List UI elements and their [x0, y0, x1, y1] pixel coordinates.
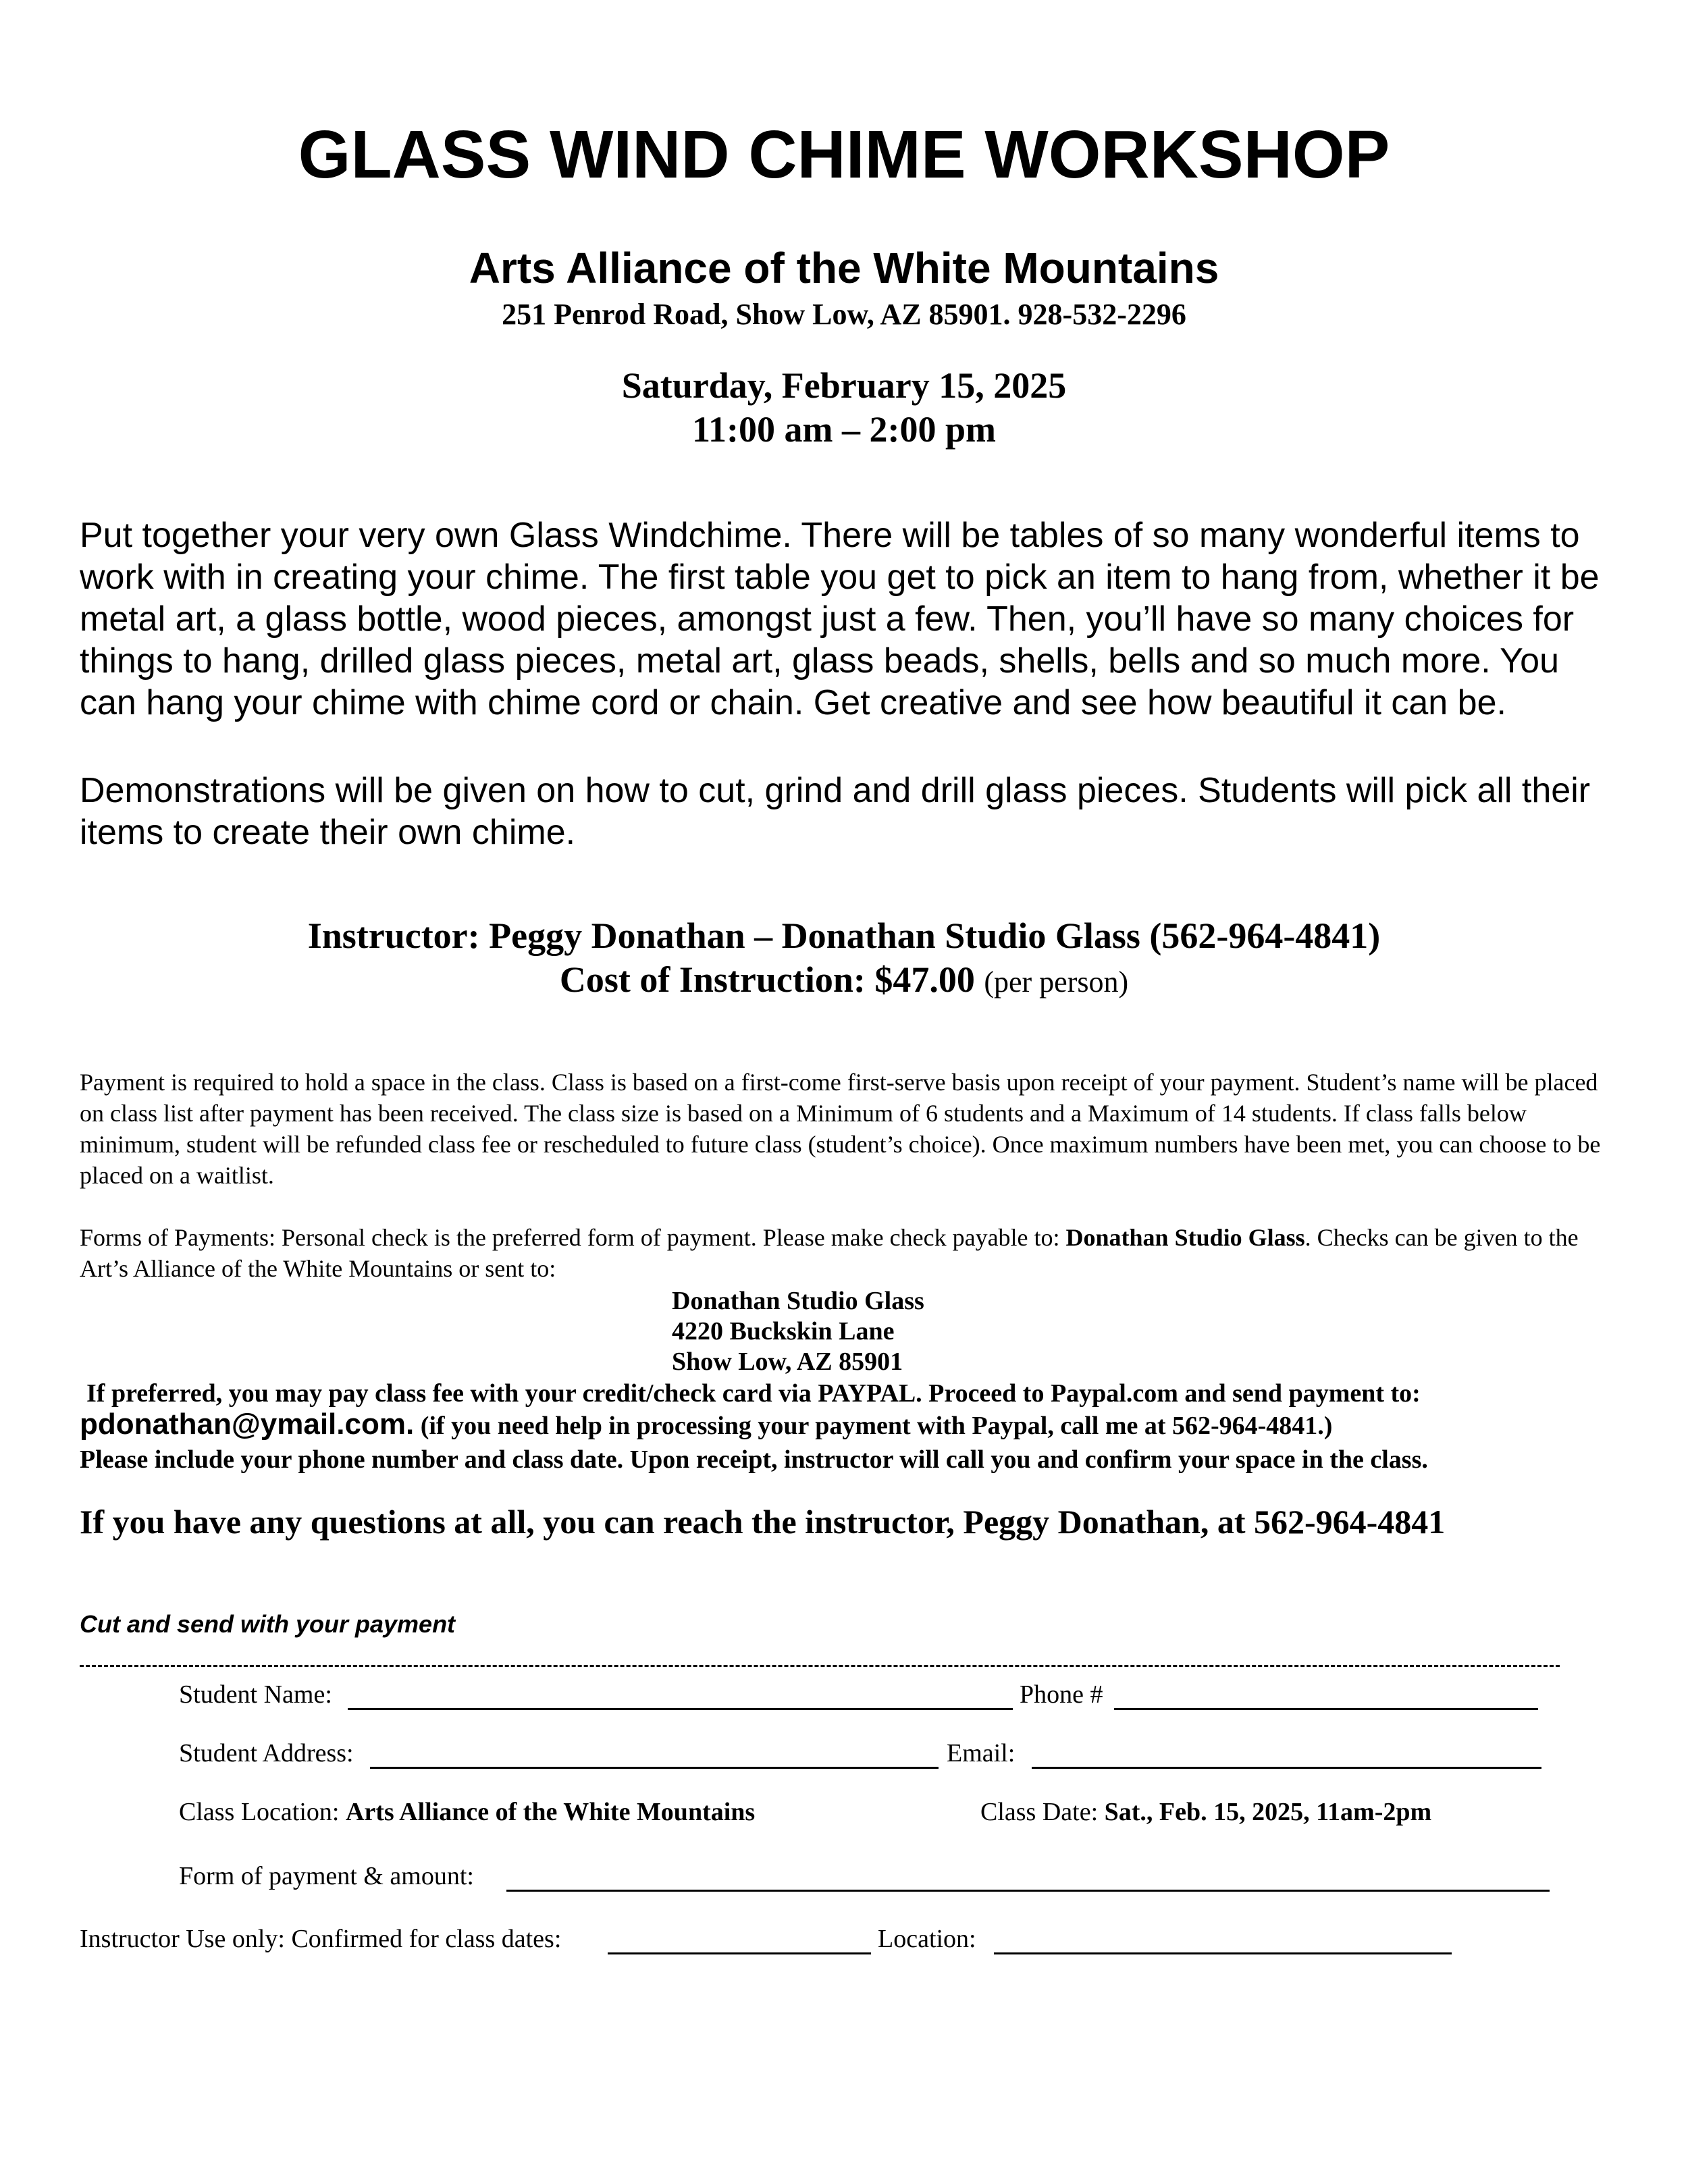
payment-amount-label: Form of payment & amount: — [179, 1862, 474, 1890]
email-field[interactable] — [1032, 1767, 1541, 1769]
cut-label: Cut and send with your payment — [80, 1610, 456, 1638]
cost-label: Cost of Instruction: $47.00 — [559, 959, 975, 1000]
student-address-field[interactable] — [370, 1767, 939, 1769]
cost-line — [0, 959, 1688, 1001]
cut-divider — [80, 1665, 1560, 1667]
page-title: GLASS WIND CHIME WORKSHOP — [298, 117, 1390, 192]
payment-policy-paragraph: Payment is required to hold a space in the class. Class is based on a first-come first-serve basis upon receipt of your payment. Student’s name will be placed on class list after payment has been received. The class size is based on a Minimum of 6 students and a Maximum of 14 students. If class falls below minimum, student will be refunded class fee or rescheduled to future class (student’s choice). Once maximum numbers have been met, you can choose to be placed on a waitlist. — [80, 1069, 1601, 1189]
event-date: Saturday, February 15, 2025 — [621, 365, 1067, 406]
student-address-label: Student Address: — [179, 1739, 354, 1767]
payment-amount-field[interactable] — [506, 1890, 1550, 1892]
paypal-instructions: If preferred, you may pay class fee with your credit/check card via PAYPAL. Proceed to Paypal.com and send payment to: — [86, 1379, 1421, 1408]
location-field[interactable] — [994, 1952, 1452, 1954]
mailing-street: 4220 Buckskin Lane — [672, 1317, 895, 1346]
paypal-help: (if you need help in processing your payment with Paypal, call me at 562-964-4841.) — [414, 1412, 1333, 1440]
class-location-row — [179, 1797, 755, 1827]
event-time: 11:00 am – 2:00 pm — [692, 409, 996, 450]
payment-forms-intro: Forms of Payments: Personal check is the preferred form of payment. Please make check payable to: — [80, 1224, 1060, 1251]
location-label: Location: — [878, 1925, 976, 1953]
class-location-label: Class Location: — [179, 1798, 340, 1826]
payment-forms-paragraph — [80, 1222, 1619, 1284]
mailing-name: Donathan Studio Glass — [672, 1287, 924, 1315]
paypal-email: pdonathan@ymail.com. — [80, 1408, 415, 1441]
student-name-field[interactable] — [348, 1708, 1013, 1710]
include-note: Please include your phone number and class date. Upon receipt, instructor will call you and confirm your space in the class. — [80, 1445, 1428, 1474]
phone-field[interactable] — [1114, 1708, 1538, 1710]
demonstrations-paragraph: Demonstrations will be given on how to cut, grind and drill glass pieces. Students will pick all their items to create their own chime. — [80, 771, 1591, 852]
instructor-use-label: Instructor Use only: Confirmed for class dates: — [80, 1925, 562, 1953]
class-date-label: Class Date: — [980, 1798, 1099, 1826]
mailing-city: Show Low, AZ 85901 — [672, 1348, 903, 1376]
intro-paragraph: Put together your very own Glass Windchime. There will be tables of so many wonderful items to work with in creating your chime. The first table you get to pick an item to hang from, whether it be metal art, a glass bottle, wood pieces, amongst just a few. Then, you’ll have so many choices for things to hang, drilled glass pieces, metal art, glass beads, shells, bells and so much more. You can hang your chime with chime cord or chain. Get creative and see how beautiful it can be. — [80, 516, 1600, 722]
instructor-line: Instructor: Peggy Donathan – Donathan Studio Glass (562-964-4841) — [307, 915, 1381, 956]
organization-address: 251 Penrod Road, Show Low, AZ 85901. 928-532-2296 — [502, 298, 1186, 331]
class-date-value: Sat., Feb. 15, 2025, 11am-2pm — [1104, 1798, 1432, 1826]
payment-forms-tail: . Checks can be given to the Art’s Alliance of the White Mountains or sent to: — [80, 1224, 1579, 1282]
class-date-row — [980, 1797, 1431, 1827]
paypal-email-line — [80, 1408, 1332, 1441]
cost-note: (per person) — [984, 965, 1129, 998]
student-name-label: Student Name: — [179, 1680, 332, 1709]
payee-name: Donathan Studio Glass — [1065, 1224, 1305, 1251]
class-location-value: Arts Alliance of the White Mountains — [345, 1798, 756, 1826]
confirmed-dates-field[interactable] — [608, 1952, 871, 1954]
email-label: Email: — [947, 1739, 1016, 1767]
questions-contact: If you have any questions at all, you can reach the instructor, Peggy Donathan, at 562-964-4841 — [80, 1503, 1446, 1541]
organization-name: Arts Alliance of the White Mountains — [469, 244, 1219, 292]
phone-label: Phone # — [1020, 1680, 1103, 1709]
